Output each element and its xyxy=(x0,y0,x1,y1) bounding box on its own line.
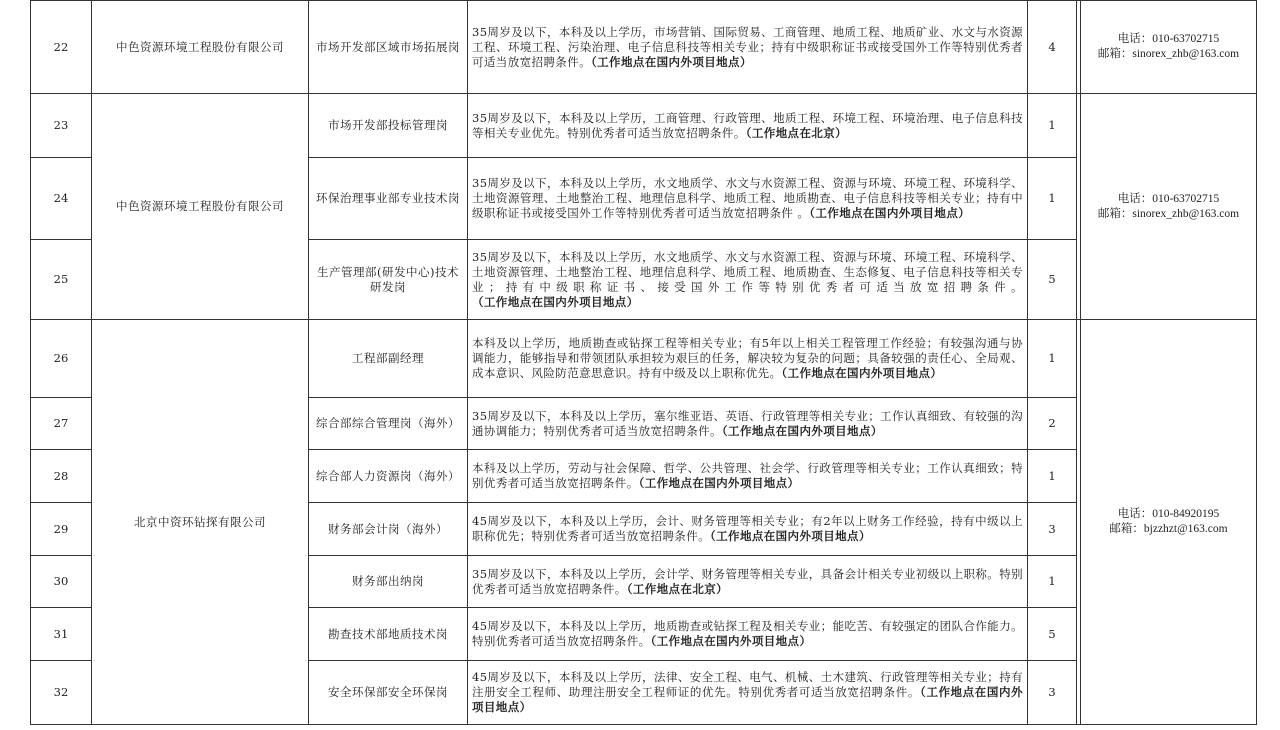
table-row xyxy=(31,1,1257,94)
requirements-text: 本科及以上学历，劳动与社会保障、哲学、公共管理、社会学、行政管理等相关专业；工作认真细致；特别优秀者可适当放宽招聘条件。 xyxy=(472,461,1023,490)
requirements xyxy=(468,503,1028,556)
requirements xyxy=(468,1,1028,94)
work-location: （工作地点在国内外项目地点） xyxy=(650,634,812,648)
requirements-text: 本科及以上学历，地质勘查或钻探工程等相关专业；有5年以上相关工程管理工作经验；有较强沟通与协调能力，能够指导和带领团队承担较为艰巨的任务，解决较为复杂的问题；具备较强的责任心、全局观、成本意识、风险防范意思意识。持有中级及以上职称优先。 xyxy=(472,336,1023,380)
requirements-text: 35周岁及以下，本科及以上学历，水文地质学、水文与水资源工程、资源与环境、环境工程、环境科学、土地资源管理、土地整治工程、地理信息科学、地质工程、地质勘查、电子信息科技等相关专业；持有中级职称证书或接受国外工作等特别优秀者可适当放宽招聘条件 。 xyxy=(472,176,1023,220)
work-location: （工作地点在北京） xyxy=(745,125,848,140)
recruitment-table xyxy=(30,0,1257,725)
requirements-text: 45周岁及以下，本科及以上学历，法律、安全工程、电气、机械、土木建筑、行政管理等相关专业；持有注册安全工程师、助理注册安全工程师证的优先。特别优秀者可适当放宽招聘条件。 xyxy=(472,670,1023,699)
row-number: 26 xyxy=(31,320,92,398)
row-number: 30 xyxy=(31,556,92,608)
position-name: 财务部会计岗（海外） xyxy=(309,503,468,556)
contact-email: 邮箱：bjzzhzt@163.com xyxy=(1109,523,1228,535)
company-name: 中色资源环境工程股份有限公司 xyxy=(92,94,309,320)
headcount: 5 xyxy=(1028,240,1077,320)
requirements xyxy=(468,240,1028,320)
position-name: 综合部综合管理岗（海外） xyxy=(309,398,468,450)
headcount: 1 xyxy=(1028,556,1077,608)
work-location: （工作地点在北京） xyxy=(626,581,729,596)
requirements-text: 35周岁及以下，本科及以上学历，塞尔维亚语、英语、行政管理等相关专业；工作认真细致、有较强的沟通协调能力；特别优秀者可适当放宽招聘条件。 xyxy=(472,408,1023,438)
headcount: 3 xyxy=(1028,661,1077,725)
position-name: 生产管理部(研发中心)技术研发岗 xyxy=(309,240,468,320)
contact-phone: 电话：010-63702715 xyxy=(1117,33,1220,45)
headcount: 2 xyxy=(1028,398,1077,450)
requirements xyxy=(468,398,1028,450)
requirements-text: 35周岁及以下，本科及以上学历，工商管理、行政管理、地质工程、环境工程、环境治理、电子信息科技等相关专业优先。特别优秀者可适当放宽招聘条件。 xyxy=(472,110,1023,140)
requirements-text: 45周岁及以下，本科及以上学历，地质勘查或钻探工程及相关专业；能吃苦、有较强定的团队合作能力。特别优秀者可适当放宽招聘条件。 xyxy=(472,619,1023,648)
row-number: 31 xyxy=(31,608,92,661)
row-number: 28 xyxy=(31,450,92,503)
headcount: 4 xyxy=(1028,1,1077,94)
requirements xyxy=(468,158,1028,240)
contact-phone: 电话：010-63702715 xyxy=(1117,192,1220,205)
row-number: 25 xyxy=(31,240,92,320)
contact-email: 邮箱：sinorex_zhb@163.com xyxy=(1097,48,1240,60)
requirements xyxy=(468,320,1028,398)
contact-phone: 电话：010-84920195 xyxy=(1117,508,1220,520)
position-name: 财务部出纳岗 xyxy=(309,556,468,608)
row-number: 23 xyxy=(31,94,92,158)
requirements xyxy=(468,556,1028,608)
work-location: （工作地点在国内外项目地点） xyxy=(721,423,883,438)
headcount: 5 xyxy=(1028,608,1077,661)
contact-info xyxy=(1081,1,1257,94)
requirements xyxy=(468,450,1028,503)
contact-info xyxy=(1081,94,1257,320)
work-location: （工作地点在国内外项目地点） xyxy=(591,54,752,69)
work-location: （工作地点在国内外项目地点） xyxy=(472,685,1023,714)
table-row xyxy=(31,320,1257,398)
requirements-text: 45周岁及以下，本科及以上学历，会计、财务管理等相关专业；有2年以上财务工作经验，持有中级以上职称优先；特别优秀者可适当放宽招聘条件。 xyxy=(472,514,1023,543)
position-name: 综合部人力资源岗（海外） xyxy=(309,450,468,503)
headcount: 1 xyxy=(1028,320,1077,398)
table-row xyxy=(31,94,1257,158)
position-name: 市场开发部区域市场拓展岗 xyxy=(309,1,468,94)
company-name: 北京中资环钻探有限公司 xyxy=(92,320,309,725)
position-name: 环保治理事业部专业技术岗 xyxy=(309,158,468,240)
headcount: 3 xyxy=(1028,503,1077,556)
headcount: 1 xyxy=(1028,94,1077,158)
contact-email: 邮箱：sinorex_zhb@163.com xyxy=(1097,207,1240,220)
requirements-text: 35周岁及以下，本科及以上学历，会计学、财务管理等相关专业，具备会计相关专业初级以上职称。特别优秀者可适当放宽招聘条件。 xyxy=(472,566,1023,596)
company-name: 中色资源环境工程股份有限公司 xyxy=(92,1,309,94)
position-name: 安全环保部安全环保岗 xyxy=(309,661,468,725)
row-number: 27 xyxy=(31,398,92,450)
row-number: 32 xyxy=(31,661,92,725)
table-body xyxy=(31,1,1257,725)
work-location: （工作地点在国内外项目地点） xyxy=(638,476,800,490)
row-number: 29 xyxy=(31,503,92,556)
requirements-text: 35周岁及以下，本科及以上学历，水文地质学、水文与水资源工程、资源与环境、环境工程、环境科学、土地资源管理、土地整治工程、地理信息科学、地质工程、地质勘查、生态修复、电子信息科技等相关专业；持有中级职称证书、接受国外工作等特别优秀者可适当放宽招聘条件。 xyxy=(472,249,1023,294)
position-name: 勘查技术部地质技术岗 xyxy=(309,608,468,661)
work-location: （工作地点在国内外项目地点） xyxy=(472,294,639,309)
work-location: （工作地点在国内外项目地点） xyxy=(710,529,871,543)
position-name: 工程部副经理 xyxy=(309,320,468,398)
requirements xyxy=(468,608,1028,661)
row-number: 24 xyxy=(31,158,92,240)
headcount: 1 xyxy=(1028,450,1077,503)
work-location: （工作地点在国内外项目地点） xyxy=(781,366,943,380)
row-number: 22 xyxy=(31,1,92,94)
requirements-text: 35周岁及以下，本科及以上学历，市场营销、国际贸易、工商管理、地质工程、地质矿业、水文与水资源工程、环境工程、污染治理、电子信息科技等相关专业；持有中级职称证书或接受国外工作等特别优秀者可适当放宽招聘条件。 xyxy=(472,24,1023,69)
headcount: 1 xyxy=(1028,158,1077,240)
requirements xyxy=(468,661,1028,725)
position-name: 市场开发部投标管理岗 xyxy=(309,94,468,158)
work-location: （工作地点在国内外项目地点） xyxy=(809,206,971,220)
requirements xyxy=(468,94,1028,158)
contact-info xyxy=(1081,320,1257,725)
